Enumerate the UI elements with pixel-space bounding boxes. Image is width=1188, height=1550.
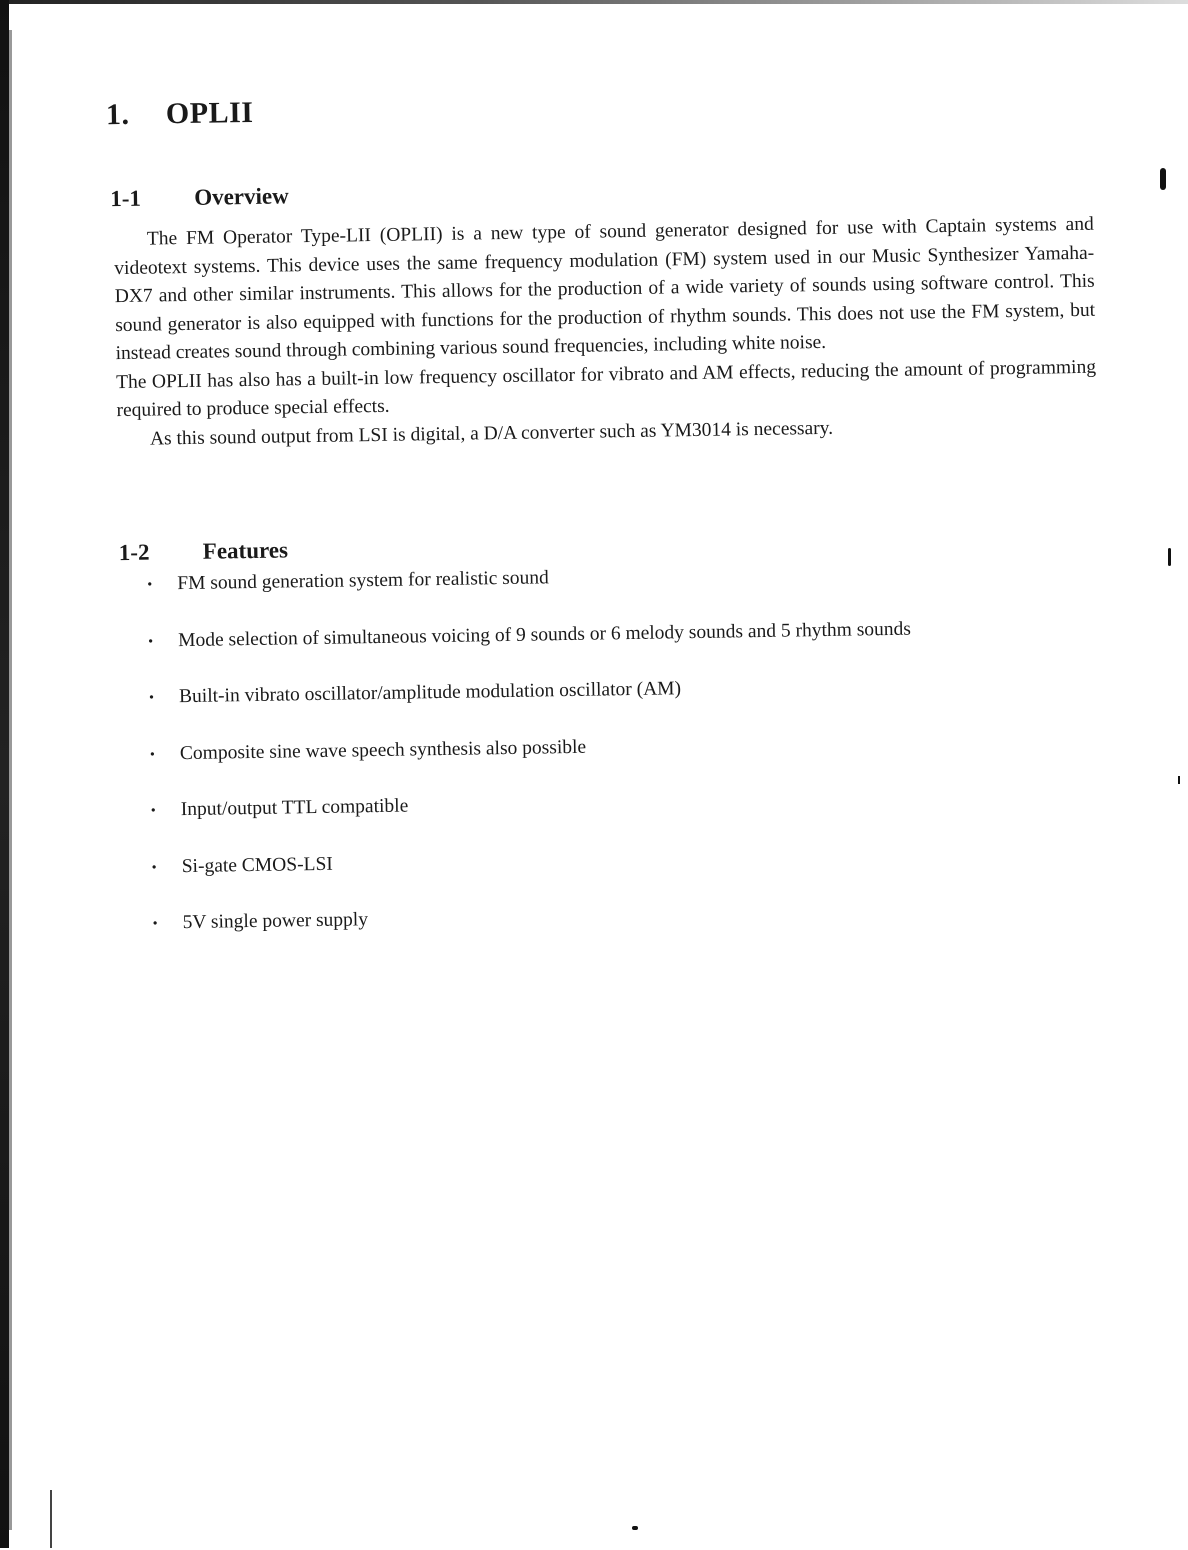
feature-text: 5V single power supply <box>182 909 369 934</box>
feature-text: Composite sine wave speech synthesis also possible <box>179 736 587 764</box>
bullet-icon: • <box>147 577 153 593</box>
bullet-icon: • <box>148 634 154 650</box>
overview-paragraph: As this sound output from LSI is digital, a D/A converter such as YM3014 is necessary. <box>149 417 834 450</box>
bullet-icon: • <box>149 747 155 763</box>
features-list <box>147 562 916 969</box>
chapter-title-text: OPLII <box>165 95 254 131</box>
overview-section-number: 1-1 <box>110 185 142 212</box>
overview-paragraph: The OPLII has also has a built-in low frequency oscillator for vibrato and AM effects, reducing the amount of programming required to produce special effects. <box>115 356 1097 422</box>
overview-body <box>114 211 1097 454</box>
feature-text: Input/output TTL compatible <box>180 795 409 821</box>
bullet-icon: • <box>150 803 156 819</box>
features-section-number: 1-2 <box>118 539 150 566</box>
bullet-icon: • <box>148 690 155 706</box>
overview-heading-text: Overview <box>194 183 289 210</box>
features-heading <box>119 537 289 566</box>
chapter-title <box>106 96 254 132</box>
features-heading-text: Features <box>202 537 289 564</box>
overview-paragraph: The FM Operator Type-LII (OPLII) is a new type of sound generator designed for use with Captain systems and videotext systems. This device uses the same frequency modulation (FM) system used in our Music Synthesizer Yamaha-DX7 and other similar instruments. This allows for the production of a wide variety of sounds using software control. This sound generator is also equipped with functions for the production of rhythm sounds. This does not use the FM system, but instead creates sound through combining various sound frequencies, including white noise. <box>114 213 1096 365</box>
bullet-icon: • <box>152 916 158 932</box>
feature-text: Mode selection of simultaneous voicing of 9 sounds or 6 melody sounds and 5 rhythm sounds <box>178 618 912 651</box>
bullet-icon: • <box>151 860 157 876</box>
feature-text: Si-gate CMOS-LSI <box>181 853 333 877</box>
feature-item <box>152 901 916 969</box>
feature-text: FM sound generation system for realistic sound <box>177 567 549 595</box>
chapter-number: 1. <box>105 97 130 132</box>
feature-text: Built-in vibrato oscillator/amplitude modulation oscillator (AM) <box>178 678 682 708</box>
overview-heading <box>110 183 289 212</box>
